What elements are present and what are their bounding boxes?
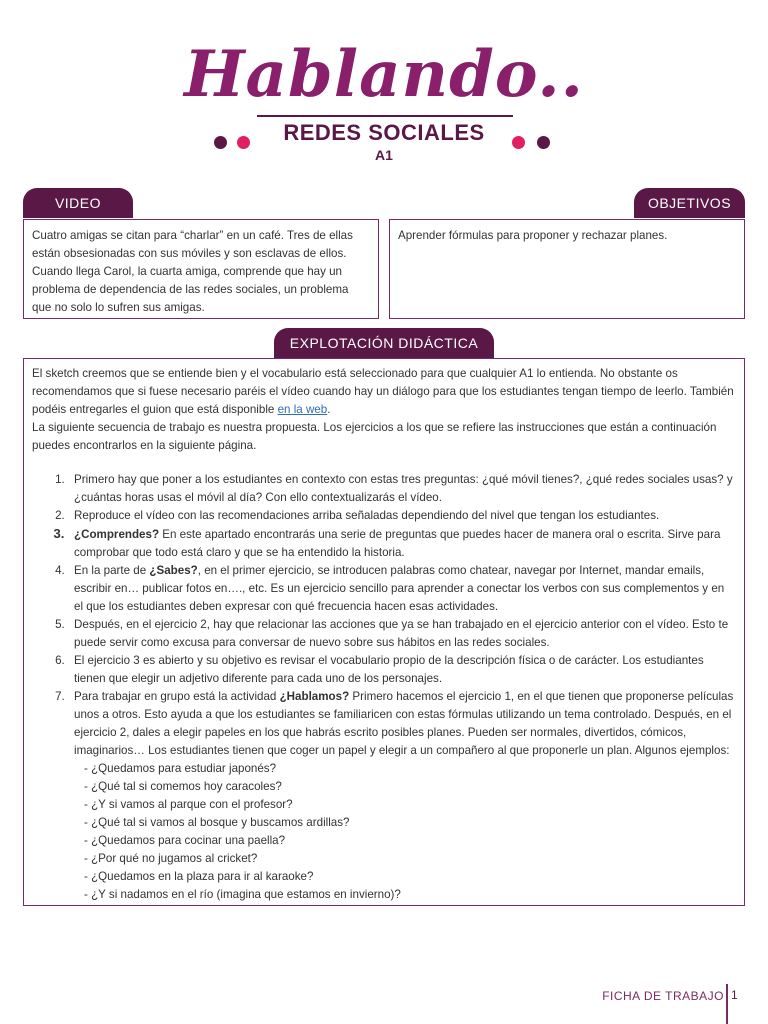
- examples-list: [74, 760, 736, 904]
- section-hablamos: ¿Hablamos?: [279, 690, 350, 703]
- level-label: A1: [375, 147, 393, 163]
- step-item: 1. Primero hay que poner a los estudiantes en contexto con estas tres preguntas: ¿qué móvil tienes?, ¿qué redes sociales usas? y ¿cuántas horas usas el móvil al día? Con ello contextualizarás el vídeo.: [68, 471, 736, 507]
- step-item: 3. ¿Comprendes? En este apartado encontrarás una serie de preguntas que puedes hacer de manera oral o escrita. Sirve para comprobar que todo está claro y que se ha entendido la historia.: [68, 525, 736, 562]
- step-item: 5. Después, en el ejercicio 2, hay que relacionar las acciones que ya se han trabajado en el ejercicio anterior con el vídeo. Esto te puede servir como excusa para conversar de nuevo sobre sus hábitos en las redes sociales.: [68, 616, 736, 652]
- intro-paragraph: El sketch creemos que se entiende bien y el vocabulario está seleccionado para que cualquier A1 lo entienda. No obstante os recomendamos que si fuese necesario paréis el vídeo cuando hay un diálogo para que los estudiantes tengan tiempo de leerlo. También podéis entregarles el guion que está disponible en la web.: [32, 367, 734, 416]
- example-item: - ¿Qué tal si vamos al bosque y buscamos ardillas?: [84, 816, 350, 829]
- step-item: 6. El ejercicio 3 es abierto y su objetivo es revisar el vocabulario propio de la descripción física o de carácter. Los estudiantes tienen que elegir un adjetivo diferente para cada uno de los personajes.: [68, 652, 736, 688]
- sequence-paragraph: La siguiente secuencia de trabajo es nuestra propuesta. Los ejercicios a los que se refiere las instrucciones que están a continuación puedes encontrarlos en la siguiente página.: [32, 421, 717, 452]
- objetivos-text: Aprender fórmulas para proponer y rechazar planes.: [398, 229, 668, 242]
- logo-wordmark: Hablando..: [184, 37, 584, 112]
- example-item: - ¿Por qué no jugamos al cricket?: [84, 852, 258, 865]
- example-item: - ¿Qué tal si comemos hoy caracoles?: [84, 780, 282, 793]
- example-item: - ¿Y si vamos al parque con el profesor?: [84, 798, 293, 811]
- step-item: 2. Reproduce el vídeo con las recomendaciones arriba señaladas dependiendo del nivel que tengan los estudiantes.: [68, 507, 736, 525]
- step-item: 7. Para trabajar en grupo está la actividad ¿Hablamos? Primero hacemos el ejercicio 1, en el que tienen que proponerse películas unos a otros. Esto ayuda a que los estudiantes se familiaricen con estas fórmulas utilizando un tema controlado. Después, en el ejercicio 2, dales a elegir papeles en los que habrás escrito posibles planes. Pueden ser normales, divertidos, cómicos, imaginarios… Los estudiantes tienen que coger un papel y elegir a un compañero al que proponerle un plan. Algunos ejemplos: - ¿Quedamos para estudiar japonés? - ¿Qué tal si comemos hoy caracoles? - ¿Y si vamos al parque con el profesor? - ¿Qué tal si vamos al bosque y buscamos ardillas? - ¿Quedamos para cocinar una paella? - ¿Por qué no jugamos al cricket? - ¿Quedamos en la plaza para ir al karaoke? - ¿Y si nadamos en el río (imagina que estamos en invierno)?: [68, 688, 736, 904]
- objetivos-box: [389, 219, 745, 319]
- explotacion-box: [23, 358, 745, 906]
- section-comprendes: ¿Comprendes?: [74, 528, 160, 541]
- logo: [0, 20, 768, 120]
- example-item: - ¿Quedamos para estudiar japonés?: [84, 762, 277, 775]
- video-description: Cuatro amigas se citan para “charlar” en un café. Tres de ellas están obsesionadas con sus móviles y son esclavas de ellos. Cuando llega Carol, la cuarta amiga, comprende que hay un problema de dependencia de las redes sociales, un problema que no solo lo sufren sus amigas.: [32, 229, 353, 314]
- step-item: 4. En la parte de ¿Sabes?, en el primer ejercicio, se introducen palabras como chatear, navegar por Internet, mandar emails, escribir en… publicar fotos en…., etc. Es un ejercicio sencillo para aprender a conectar los verbos con sus complementos y en el que los estudiantes deben expresar con qué frecuencia hacen esas actividades.: [68, 562, 736, 616]
- video-box: [23, 219, 379, 319]
- page-number: 1: [731, 988, 738, 1002]
- footer-divider: [726, 984, 728, 1024]
- section-sabes: ¿Sabes?: [149, 564, 198, 577]
- tab-objetivos: OBJETIVOS: [634, 188, 745, 218]
- steps-list: [32, 471, 736, 904]
- footer-label: FICHA DE TRABAJO: [602, 989, 724, 1003]
- example-item: - ¿Quedamos para cocinar una paella?: [84, 834, 286, 847]
- example-item: - ¿Quedamos en la plaza para ir al karaoke?: [84, 870, 314, 883]
- guion-web-link[interactable]: en la web: [277, 403, 328, 416]
- example-item: - ¿Y si nadamos en el río (imagina que estamos en invierno)?: [84, 888, 401, 901]
- tab-explotacion: EXPLOTACIÓN DIDÁCTICA: [274, 328, 494, 358]
- tab-video: VIDEO: [23, 188, 133, 218]
- logo-divider: [257, 115, 513, 117]
- page-title: REDES SOCIALES: [283, 120, 485, 145]
